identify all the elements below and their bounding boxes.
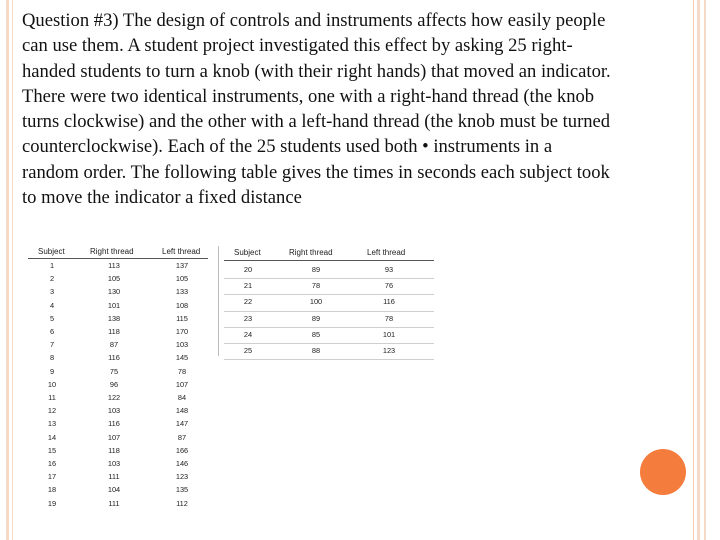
table-header: Left thread bbox=[162, 247, 201, 256]
question-line: counterclockwise). Each of the 25 students used both • instruments in a bbox=[22, 136, 553, 158]
table-cell: 87 bbox=[177, 432, 187, 442]
table-cell: 105 bbox=[107, 274, 121, 284]
table-cell: 123 bbox=[382, 346, 396, 355]
table-cell: 147 bbox=[175, 419, 189, 429]
question-line: to move the indicator a fixed distance bbox=[22, 187, 302, 209]
table-cell: 89 bbox=[311, 313, 321, 323]
decorative-circle bbox=[640, 449, 686, 495]
table-cell: 5 bbox=[49, 313, 55, 323]
table-cell: 78 bbox=[384, 313, 394, 323]
table-cell: 15 bbox=[47, 445, 57, 455]
table-cell: 148 bbox=[175, 406, 189, 416]
table-cell: 2 bbox=[49, 274, 55, 284]
table-cell: 101 bbox=[382, 329, 396, 339]
question-line: can use them. A student project investigated this effect by asking 25 right- bbox=[22, 35, 573, 57]
table-cell: 100 bbox=[309, 297, 323, 307]
table-cell: 12 bbox=[47, 406, 57, 416]
table-header: Subject bbox=[38, 247, 65, 256]
table-cell: 116 bbox=[108, 419, 120, 429]
table-cell: 96 bbox=[109, 379, 119, 389]
table-cell: 89 bbox=[311, 265, 321, 274]
table-cell: 116 bbox=[108, 353, 120, 363]
table-cell: 3 bbox=[49, 287, 55, 297]
table-row-rule bbox=[224, 278, 434, 279]
table-cell: 115 bbox=[176, 313, 188, 323]
table-cell: 78 bbox=[177, 366, 187, 376]
table-cell: 104 bbox=[107, 485, 121, 495]
table-row-rule bbox=[224, 359, 434, 360]
table-cell: 10 bbox=[47, 379, 57, 389]
table-cell: 1 bbox=[49, 261, 55, 270]
table-cell: 85 bbox=[311, 329, 321, 339]
question-line: Question #3) The design of controls and instruments affects how easily people bbox=[22, 10, 606, 31]
table-cell: 103 bbox=[107, 406, 121, 416]
table-cell: 17 bbox=[47, 472, 57, 482]
table-cell: 8 bbox=[49, 353, 55, 363]
table-cell: 146 bbox=[175, 459, 189, 468]
table-cell: 123 bbox=[175, 472, 189, 482]
table-cell: 75 bbox=[109, 366, 119, 376]
table-divider bbox=[218, 246, 219, 356]
table-header: Left thread bbox=[367, 248, 406, 257]
table-cell: 113 bbox=[108, 261, 120, 270]
table-cell: 101 bbox=[107, 300, 121, 310]
table-header: Right thread bbox=[90, 247, 134, 256]
table-cell: 111 bbox=[108, 472, 120, 482]
table-cell: 25 bbox=[243, 346, 253, 355]
question-line: random order. The following table gives the times in seconds each subject took bbox=[22, 161, 610, 183]
table-cell: 145 bbox=[175, 353, 189, 363]
table-cell: 111 bbox=[108, 498, 120, 508]
table-row-rule bbox=[224, 311, 434, 312]
table-cell: 23 bbox=[243, 313, 253, 323]
table-row-rule bbox=[224, 327, 434, 328]
table-cell: 88 bbox=[311, 346, 321, 355]
table-cell: 19 bbox=[47, 498, 57, 508]
table-cell: 16 bbox=[47, 459, 57, 468]
table-cell: 108 bbox=[175, 300, 189, 310]
table-cell: 78 bbox=[311, 281, 321, 291]
table-cell: 24 bbox=[243, 329, 253, 339]
table-cell: 137 bbox=[175, 261, 189, 270]
table-cell: 170 bbox=[175, 327, 189, 336]
table-cell: 9 bbox=[49, 366, 55, 376]
table-cell: 166 bbox=[175, 445, 189, 455]
table-cell: 107 bbox=[107, 432, 121, 442]
table-cell: 118 bbox=[108, 445, 120, 455]
table-cell: 107 bbox=[175, 379, 189, 389]
table-cell: 93 bbox=[384, 265, 394, 274]
table-row-rule bbox=[224, 294, 434, 295]
table-rule bbox=[224, 260, 434, 261]
table-cell: 22 bbox=[243, 297, 253, 307]
question-line: turns clockwise) and the other with a left-hand thread (the knob must be turned bbox=[22, 111, 611, 133]
table-cell: 13 bbox=[47, 419, 57, 429]
table-row-rule bbox=[224, 343, 434, 344]
table-cell: 118 bbox=[108, 327, 120, 336]
table-cell: 103 bbox=[107, 459, 121, 468]
question-line: There were two identical instruments, one with a right-hand thread (the knob bbox=[22, 85, 595, 107]
table-cell: 20 bbox=[243, 265, 253, 274]
table-cell: 87 bbox=[109, 340, 119, 350]
table-cell: 112 bbox=[176, 498, 188, 508]
table-cell: 4 bbox=[49, 300, 55, 310]
question-line: handed students to turn a knob (with their right hands) that moved an indicator. bbox=[22, 60, 611, 82]
table-header: Subject bbox=[234, 248, 261, 257]
table-cell: 138 bbox=[107, 313, 121, 323]
table-cell: 14 bbox=[47, 432, 57, 442]
table-cell: 21 bbox=[243, 281, 253, 291]
table-cell: 11 bbox=[48, 393, 56, 402]
table-cell: 7 bbox=[49, 340, 55, 350]
table-cell: 103 bbox=[175, 340, 189, 350]
table-cell: 105 bbox=[175, 274, 189, 284]
table-cell: 130 bbox=[107, 287, 121, 297]
table-cell: 76 bbox=[384, 281, 394, 291]
table-cell: 18 bbox=[47, 485, 57, 495]
table-cell: 84 bbox=[177, 393, 187, 402]
table-header: Right thread bbox=[289, 248, 333, 257]
table-cell: 6 bbox=[49, 327, 55, 336]
table-cell: 135 bbox=[175, 485, 189, 495]
table-cell: 116 bbox=[383, 297, 395, 307]
table-cell: 122 bbox=[107, 393, 121, 402]
table-cell: 133 bbox=[175, 287, 189, 297]
